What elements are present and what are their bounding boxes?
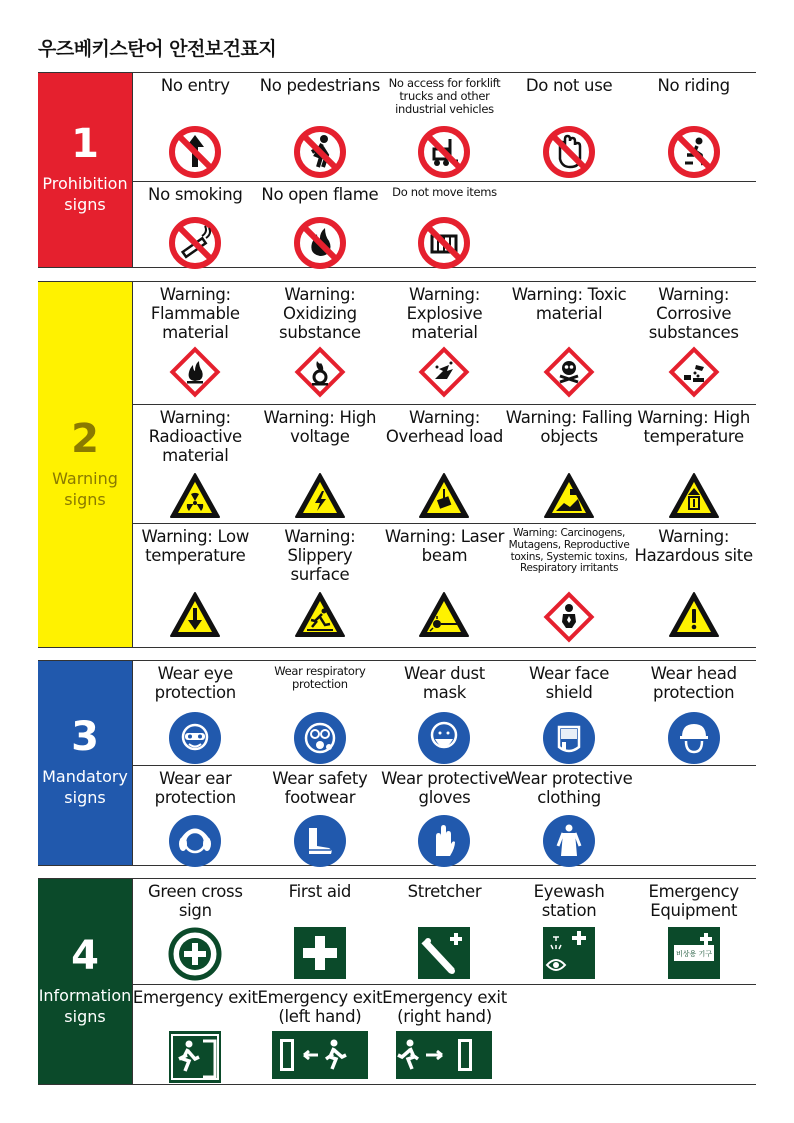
category-band: [38, 282, 133, 647]
stretcher-icon: [418, 927, 470, 979]
sign-caption: No pedestrians: [259, 76, 381, 95]
sign-cell: [382, 524, 507, 648]
category-number: 4: [71, 932, 99, 979]
sign-cell: [133, 405, 258, 524]
sign-cell: [133, 524, 258, 648]
sign-cell: [382, 661, 507, 765]
sign-row: [133, 765, 756, 866]
sign-row: [133, 661, 756, 765]
do-not-move-items-icon: [417, 216, 471, 270]
sign-cell: [382, 405, 507, 524]
sign-caption: Wear protective clothing: [505, 769, 633, 808]
no-entry-icon: [168, 125, 222, 179]
falling-objects-icon: [542, 471, 596, 521]
emergency-exit-icon: [169, 1031, 221, 1083]
sign-caption: Wear protective gloves: [381, 769, 508, 808]
sign-caption: Warning: Carcinogens, Mutagens, Reproductive toxins, Systemic toxins, Respiratory irritants: [508, 527, 630, 575]
sign-cell: [507, 766, 632, 866]
sign-caption: Do not use: [525, 76, 613, 95]
no-forklift-icon: [417, 125, 471, 179]
sign-caption: Warning: Slippery surface: [284, 527, 356, 585]
head-protection-icon: [667, 711, 721, 765]
sign-cell: [382, 879, 507, 984]
sign-cell: [382, 282, 507, 404]
sign-row: [133, 984, 756, 1085]
page-title: 우즈베키스탄어 안전보건표지: [38, 38, 277, 60]
sign-caption: Emergency exit: [132, 988, 258, 1007]
sign-cell: [258, 73, 383, 181]
sign-caption: Stretcher: [407, 882, 482, 901]
category-label: Mandatory signs: [42, 767, 128, 807]
section-warning-signs: [38, 281, 756, 648]
sign-caption: Eyewash station: [533, 882, 605, 921]
sign-caption: Warning: Oxidizing substance: [279, 285, 361, 343]
sign-row: [133, 523, 756, 648]
sign-caption: Warning: Falling objects: [505, 408, 633, 447]
sign-cell: [133, 985, 258, 1085]
sign-caption: Wear head protection: [650, 664, 737, 703]
explosive-icon: [417, 345, 471, 399]
sign-cell: [258, 405, 383, 524]
sign-cell: [133, 661, 258, 765]
hazardous-site-icon: [667, 590, 721, 640]
sign-caption: No open flame: [261, 185, 379, 204]
sign-cell: [631, 282, 756, 404]
no-riding-icon: [667, 125, 721, 179]
sign-caption: Wear respiratory protection: [274, 664, 366, 691]
category-label: Warning signs: [52, 468, 118, 509]
high-voltage-icon: [293, 471, 347, 521]
sign-cell: [631, 879, 756, 984]
sign-caption: Wear ear protection: [154, 769, 236, 808]
sign-cell: [631, 661, 756, 765]
sign-cell: [133, 766, 258, 866]
sign-caption: Emergency exit (left hand): [257, 988, 383, 1027]
section-prohibition-signs: [38, 72, 756, 268]
category-number: 1: [71, 121, 99, 168]
category-label: Prohibition signs: [42, 174, 128, 214]
sign-caption: Wear face shield: [529, 664, 610, 703]
toxic-icon: [542, 345, 596, 399]
sign-cell: [133, 182, 258, 268]
sign-cell: [507, 879, 632, 984]
sign-caption: No riding: [657, 76, 730, 95]
section-information-signs: [38, 878, 756, 1085]
exit-right-icon: [396, 1031, 492, 1079]
sign-cell: [133, 282, 258, 404]
sign-cell: [258, 282, 383, 404]
category-number: 2: [71, 415, 99, 462]
sign-cell: [133, 73, 258, 181]
exit-left-icon: [272, 1031, 368, 1079]
sign-caption: Emergency Equipment: [648, 882, 739, 921]
sign-caption: First aid: [288, 882, 352, 901]
low-temperature-icon: [168, 590, 222, 640]
sign-cell: [507, 282, 632, 404]
category-label: Information signs: [38, 985, 132, 1026]
sign-caption: No smoking: [148, 185, 243, 204]
svg-text:비상용 기구: 비상용 기구: [675, 950, 712, 958]
sign-caption: Warning: Hazardous site: [634, 527, 753, 566]
safety-footwear-icon: [293, 814, 347, 868]
sign-cell: [382, 766, 507, 866]
slippery-surface-icon: [293, 590, 347, 640]
no-pedestrians-icon: [293, 125, 347, 179]
sign-caption: Green cross sign: [147, 882, 243, 921]
sign-row: [133, 282, 756, 404]
sign-caption: Warning: Overhead load: [385, 408, 504, 447]
protective-gloves-icon: [417, 814, 471, 868]
sign-caption: No entry: [160, 76, 230, 95]
sign-cell: [258, 524, 383, 648]
protective-clothing-icon: [542, 814, 596, 868]
respiratory-protection-icon: [293, 711, 347, 765]
sign-cell: [382, 182, 507, 268]
sign-cell: [258, 985, 383, 1085]
sign-row: [133, 73, 756, 181]
do-not-use-icon: [542, 125, 596, 179]
category-band: [38, 661, 133, 865]
first-aid-icon: [294, 927, 346, 979]
sign-row: [133, 181, 756, 268]
sign-caption: Warning: Radioactive material: [148, 408, 242, 466]
sign-caption: Warning: Laser beam: [384, 527, 505, 566]
flammable-icon: [168, 345, 222, 399]
sign-row: [133, 404, 756, 524]
sign-caption: Warning: Explosive material: [406, 285, 483, 343]
sign-caption: Warning: Corrosive substances: [648, 285, 739, 343]
emergency-equipment-icon: [668, 927, 720, 979]
eye-protection-icon: [168, 711, 222, 765]
sign-caption: Warning: High voltage: [263, 408, 377, 447]
sign-cell: [258, 766, 383, 866]
sign-cell: [631, 524, 756, 648]
sign-caption: Wear eye protection: [154, 664, 236, 703]
dust-mask-icon: [417, 711, 471, 765]
sign-cell: [258, 182, 383, 268]
sign-caption: Warning: Low temperature: [141, 527, 250, 566]
sign-caption: Wear dust mask: [404, 664, 485, 703]
overhead-load-icon: [417, 471, 471, 521]
radioactive-icon: [168, 471, 222, 521]
health-hazard-icon: [542, 590, 596, 644]
sign-cell: [507, 524, 632, 648]
sign-row: [133, 879, 756, 984]
ear-protection-icon: [168, 814, 222, 868]
sign-cell: [507, 73, 632, 181]
sign-cell: [382, 985, 507, 1085]
no-open-flame-icon: [293, 216, 347, 270]
green-cross-icon: [168, 927, 222, 981]
oxidizing-icon: [293, 345, 347, 399]
sign-caption: Do not move items: [392, 185, 497, 199]
sign-cell: [631, 405, 756, 524]
sign-cell: [258, 661, 383, 765]
sign-cell: [507, 661, 632, 765]
sign-cell: [631, 73, 756, 181]
category-band: [38, 879, 133, 1084]
section-mandatory-signs: [38, 660, 756, 866]
eyewash-icon: [543, 927, 595, 979]
sign-cell: [133, 879, 258, 984]
no-smoking-icon: [168, 216, 222, 270]
sign-caption: No access for forklift trucks and other industrial vehicles: [388, 76, 501, 116]
sign-caption: Warning: Toxic material: [511, 285, 627, 324]
high-temperature-icon: [667, 471, 721, 521]
corrosive-icon: [667, 345, 721, 399]
sign-caption: Wear safety footwear: [272, 769, 368, 808]
face-shield-icon: [542, 711, 596, 765]
sign-cell: [258, 879, 383, 984]
sign-caption: Warning: Flammable material: [150, 285, 240, 343]
sign-caption: Warning: High temperature: [637, 408, 751, 447]
sign-cell: [507, 405, 632, 524]
laser-beam-icon: [417, 590, 471, 640]
sign-cell: [382, 73, 507, 181]
category-band: [38, 73, 133, 267]
category-number: 3: [71, 714, 99, 761]
sign-caption: Emergency exit (right hand): [382, 988, 507, 1027]
